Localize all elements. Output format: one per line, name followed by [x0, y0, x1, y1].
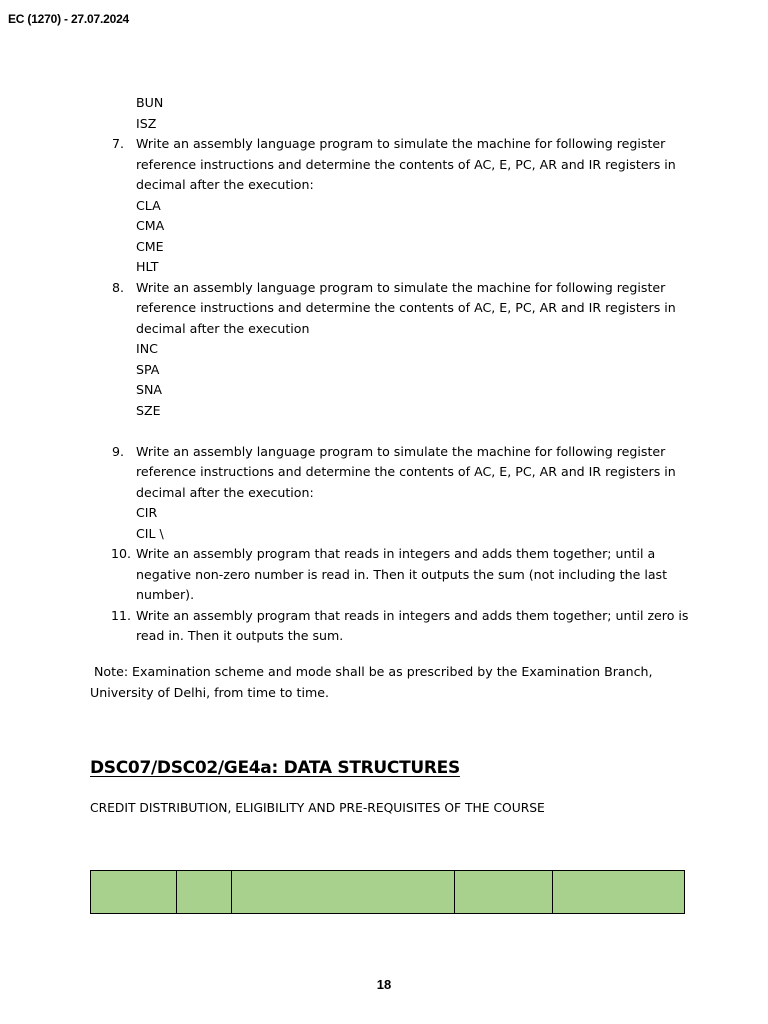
- question-number: 7.: [111, 136, 124, 151]
- question-text-line: Write an assembly language program to simulate the machine for following register: [136, 136, 666, 151]
- question-text-line: reference instructions and determine the contents of AC, E, PC, AR and IR registers in: [136, 300, 676, 315]
- credit-distribution-table: [90, 870, 685, 914]
- question-text-line: negative non-zero number is read in. Then it outputs the sum (not including the last: [136, 566, 668, 582]
- note-text-line: University of Delhi, from time to time.: [90, 684, 329, 700]
- question-text-line: decimal after the execution:: [136, 484, 314, 500]
- question-text-line: reference instructions and determine the contents of AC, E, PC, AR and IR registers in: [136, 464, 676, 479]
- question-text-line: Write an assembly language program to simulate the machine for following register: [136, 443, 666, 459]
- page-number: 18: [376, 977, 392, 992]
- instruction-item: CIL \: [136, 525, 164, 541]
- question-text-line: number).: [136, 587, 195, 602]
- question-number: 11.: [110, 607, 131, 623]
- section-subheading: CREDIT DISTRIBUTION, ELIGIBILITY AND PRE-REQUISITES OF THE COURSE: [90, 801, 545, 815]
- note-text-line: Note: Examination scheme and mode shall be as prescribed by the Examination Branch,: [90, 664, 653, 679]
- question-text-line: Write an assembly language program to simulate the machine for following register: [136, 279, 666, 295]
- instruction-item: SPA: [136, 361, 160, 377]
- question-text-line: Write an assembly program that reads in integers and adds them together; until a: [136, 546, 656, 561]
- section-heading: DSC07/DSC02/GE4a: DATA STRUCTURES: [90, 758, 460, 778]
- question-text-line: read in. Then it outputs the sum.: [136, 628, 344, 643]
- question-text-line: decimal after the execution: [136, 320, 310, 336]
- table-header-cell: [177, 871, 232, 913]
- table-header-cell: [553, 871, 684, 913]
- question-number: 9.: [111, 443, 124, 459]
- instruction-item: SZE: [136, 402, 161, 418]
- question-text-line: reference instructions and determine the contents of AC, E, PC, AR and IR registers in: [136, 156, 676, 172]
- question-number: 8.: [111, 279, 124, 295]
- question-text-line: decimal after the execution:: [136, 177, 314, 192]
- instruction-item: CME: [136, 238, 164, 254]
- instruction-item: CMA: [136, 218, 165, 233]
- question-number: 10.: [110, 546, 131, 561]
- instruction-item: CLA: [136, 197, 161, 213]
- table-header-cell: [455, 871, 553, 913]
- table-header-cell: [91, 871, 177, 913]
- instruction-item: CIR: [136, 505, 158, 520]
- instruction-item: HLT: [136, 259, 159, 274]
- table-header-cell: [232, 871, 455, 913]
- question-text-line: Write an assembly program that reads in integers and adds them together; until zero is: [136, 607, 689, 623]
- document-header: EC (1270) - 27.07.2024: [8, 12, 130, 26]
- instruction-item: ISZ: [136, 115, 157, 131]
- instruction-item: SNA: [136, 382, 163, 397]
- instruction-item: BUN: [136, 95, 164, 110]
- instruction-item: INC: [136, 341, 158, 356]
